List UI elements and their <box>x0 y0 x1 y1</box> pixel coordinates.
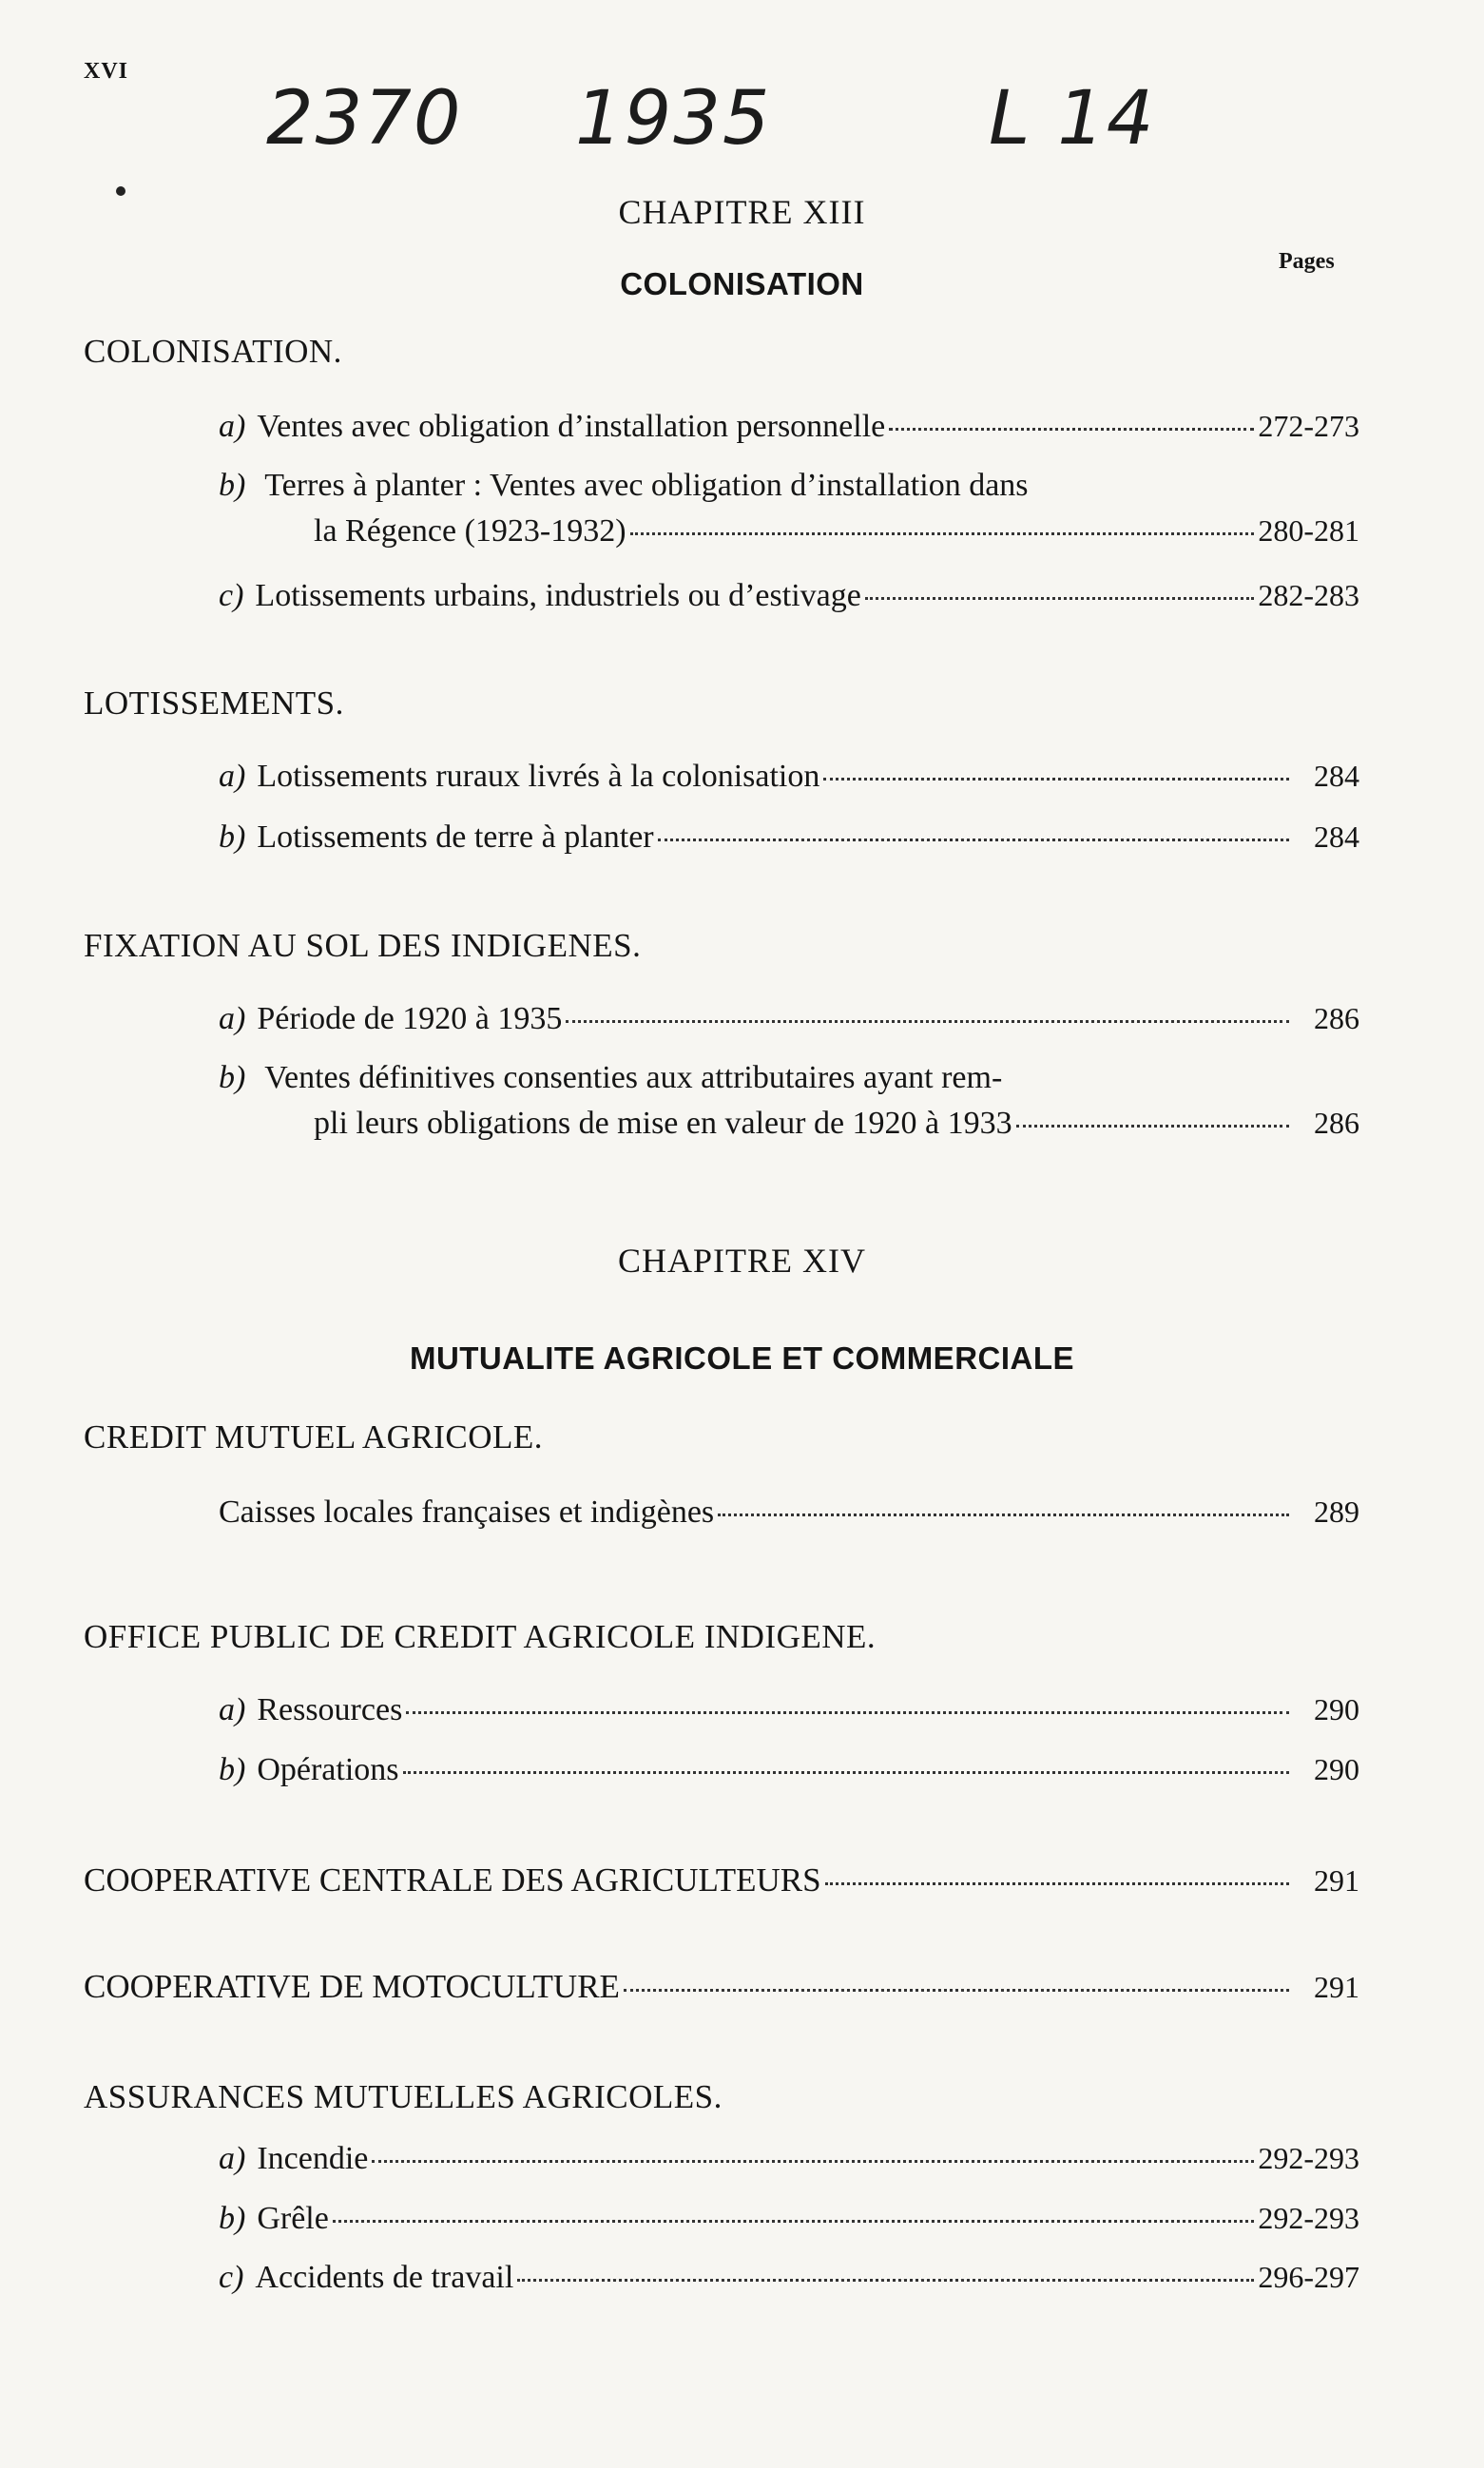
toc-entry-fixation-a <box>219 1001 1359 1037</box>
toc-entry-fixation-b-line2 <box>314 1106 1359 1142</box>
entry-text: Terres à planter : Ventes avec obligation d’installation dans <box>264 468 1029 503</box>
dot-leader <box>865 597 1255 600</box>
entry-text: Lotissements urbains, industriels ou d’estivage <box>255 578 861 613</box>
entry-letter: b) <box>219 468 246 503</box>
entry-text: Ressources <box>257 1692 403 1727</box>
entry-letter: b) <box>219 2201 246 2236</box>
toc-entry-fixation-b-line1 <box>219 1060 1359 1096</box>
chapter-13-heading: CHAPITRE XIII <box>618 193 866 231</box>
section-assurances: ASSURANCES MUTUELLES AGRICOLES. <box>84 2078 723 2115</box>
entry-letter: c) <box>219 578 244 613</box>
entry-text: COOPERATIVE DE MOTOCULTURE <box>84 1968 620 2005</box>
entry-page: 291 <box>1314 1970 1359 2004</box>
entry-text: la Régence (1923-1932) <box>314 513 626 549</box>
toc-entry-office-b <box>219 1752 1359 1788</box>
entry-text: pli leurs obligations de mise en valeur de 1920 à 1933 <box>314 1106 1012 1141</box>
dot-leader <box>825 1882 1289 1885</box>
entry-text: COOPERATIVE CENTRALE DES AGRICULTEURS <box>84 1861 821 1899</box>
toc-entry-colonisation-b-line2 <box>314 513 1359 550</box>
entry-text: Incendie <box>257 2141 369 2176</box>
dot-leader <box>372 2160 1254 2163</box>
entry-letter: b) <box>219 819 246 855</box>
dot-leader <box>333 2220 1255 2223</box>
chapter-13-title: COLONISATION <box>620 266 864 301</box>
dot-leader <box>718 1514 1289 1516</box>
dot-leader <box>406 1711 1289 1714</box>
entry-page: 282-283 <box>1258 578 1359 612</box>
entry-page: 272-273 <box>1258 409 1359 443</box>
entry-letter: a) <box>219 1001 246 1036</box>
entry-letter: a) <box>219 759 246 794</box>
toc-entry-colonisation-c <box>219 578 1359 614</box>
toc-entry-cooperative-centrale <box>84 1861 1359 1899</box>
entry-page: 290 <box>1314 1752 1359 1786</box>
entry-text: Caisses locales françaises et indigènes <box>219 1494 715 1530</box>
toc-entry-colonisation-a <box>219 409 1359 445</box>
entry-page: 289 <box>1314 1494 1359 1529</box>
toc-entry-cooperative-moto <box>84 1968 1359 2006</box>
entry-letter: b) <box>219 1752 246 1787</box>
entry-text: Grêle <box>257 2201 329 2236</box>
section-colonisation: COLONISATION. <box>84 333 342 370</box>
chapter-14-title: MUTUALITE AGRICOLE ET COMMERCIALE <box>409 1340 1075 1376</box>
page-folio: XVI <box>84 59 129 84</box>
dot-leader <box>823 778 1289 781</box>
entry-text: Opérations <box>257 1752 399 1787</box>
chapter-14-heading: CHAPITRE XIV <box>618 1242 866 1280</box>
entry-page: 292-293 <box>1258 2141 1359 2175</box>
entry-page: 290 <box>1314 1692 1359 1726</box>
dot-leader <box>566 1020 1289 1023</box>
entry-letter: a) <box>219 2141 246 2176</box>
dot-leader <box>658 839 1289 841</box>
handwritten-note-ref: L 14 <box>989 76 1156 162</box>
entry-page: 292-293 <box>1258 2201 1359 2235</box>
entry-page: 286 <box>1314 1001 1359 1035</box>
toc-entry-lotissements-a <box>219 759 1359 795</box>
toc-entry-colonisation-b-line1 <box>219 468 1359 504</box>
entry-text: Lotissements ruraux livrés à la colonisation <box>257 759 820 794</box>
section-lotissements: LOTISSEMENTS. <box>84 684 344 722</box>
entry-letter: b) <box>219 1060 246 1095</box>
entry-page: 296-297 <box>1258 2260 1359 2294</box>
entry-page: 284 <box>1314 819 1359 854</box>
entry-text: Accidents de travail <box>255 2260 514 2295</box>
entry-letter: a) <box>219 409 246 444</box>
entry-text: Ventes avec obligation d’installation personnelle <box>257 409 886 444</box>
dot-leader <box>630 532 1255 535</box>
dot-leader <box>517 2279 1254 2282</box>
section-office-public: OFFICE PUBLIC DE CREDIT AGRICOLE INDIGENE. <box>84 1618 877 1655</box>
pages-column-label: Pages <box>1279 249 1335 274</box>
handwritten-note-year: 1935 <box>575 76 772 162</box>
entry-text: Ventes définitives consenties aux attributaires ayant rem- <box>264 1060 1003 1095</box>
dot-leader <box>403 1771 1289 1774</box>
toc-entry-assurances-b <box>219 2201 1359 2237</box>
dot-leader <box>889 428 1254 431</box>
entry-text: Lotissements de terre à planter <box>257 819 654 855</box>
entry-page: 284 <box>1314 759 1359 793</box>
section-fixation: FIXATION AU SOL DES INDIGENES. <box>84 927 642 964</box>
entry-letter: a) <box>219 1692 246 1727</box>
toc-entry-assurances-a <box>219 2141 1359 2177</box>
entry-page: 291 <box>1314 1863 1359 1898</box>
dot-leader <box>624 1989 1289 1992</box>
toc-entry-office-a <box>219 1692 1359 1728</box>
toc-entry-lotissements-b <box>219 819 1359 856</box>
entry-page: 280-281 <box>1258 513 1359 548</box>
entry-letter: c) <box>219 2260 244 2295</box>
entry-page: 286 <box>1314 1106 1359 1140</box>
entry-text: Période de 1920 à 1935 <box>257 1001 563 1036</box>
dot-leader <box>1016 1125 1289 1128</box>
section-credit-mutuel: CREDIT MUTUEL AGRICOLE. <box>84 1418 544 1456</box>
handwritten-note-number: 2370 <box>266 76 463 162</box>
toc-entry-assurances-c <box>219 2260 1359 2296</box>
toc-entry-credit-mutuel <box>219 1494 1359 1531</box>
